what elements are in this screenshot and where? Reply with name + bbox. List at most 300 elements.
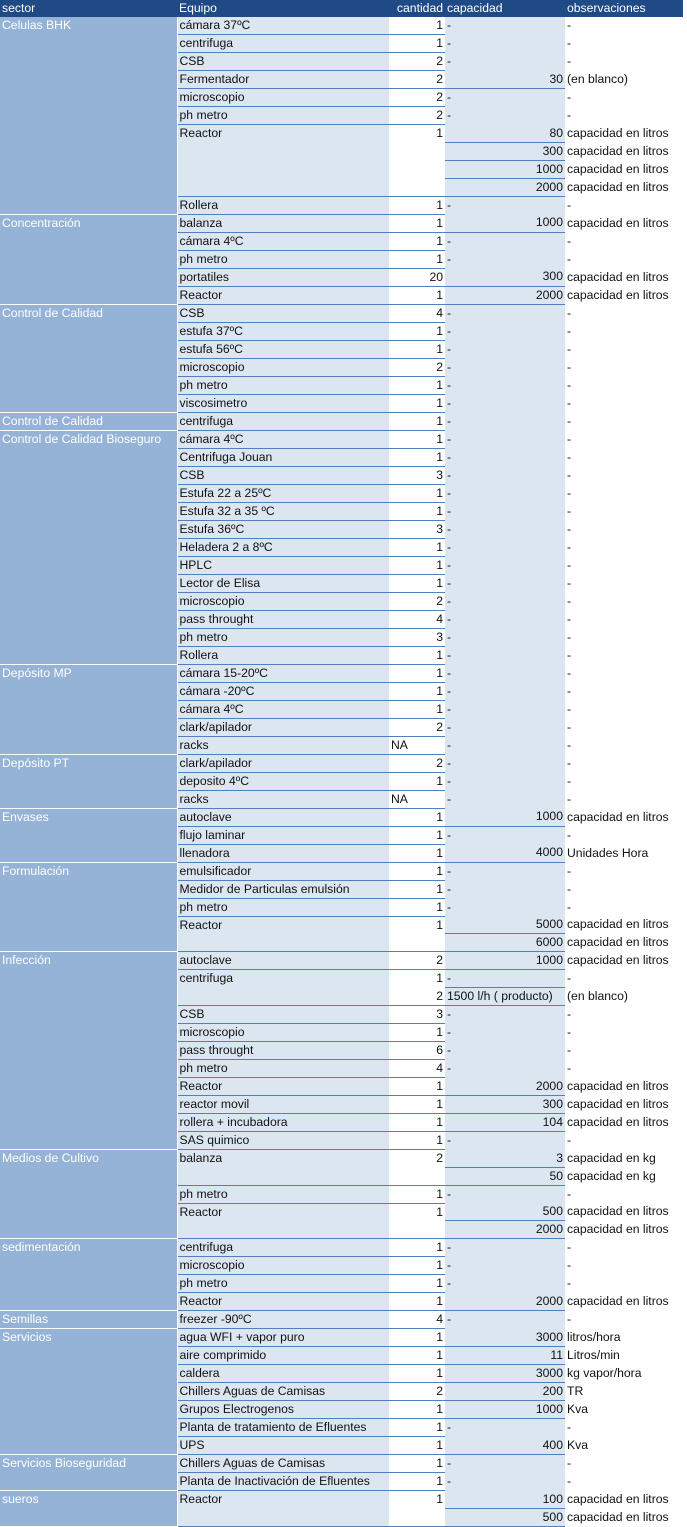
cell-observaciones[interactable]: capacidad en litros [565,1508,683,1526]
cell-cantidad[interactable]: 1 [389,1114,445,1132]
header-capacidad[interactable]: capacidad [445,0,565,17]
cell-observaciones[interactable]: - [565,1042,683,1060]
cell-observaciones[interactable]: - [565,646,683,664]
cell-cantidad[interactable]: 1 [389,700,445,718]
cell-equipo[interactable] [177,1221,389,1239]
cell-equipo[interactable]: balanza [177,214,389,232]
cell-capacidad[interactable]: 50 [445,1167,565,1185]
cell-sector[interactable]: Control de Calidad [0,304,177,412]
cell-observaciones[interactable]: - [565,736,683,754]
cell-cantidad[interactable]: 1 [389,1293,445,1311]
cell-cantidad[interactable]: 1 [389,484,445,502]
cell-observaciones[interactable]: capacidad en kg [565,1150,683,1168]
cell-equipo[interactable] [177,934,389,952]
cell-equipo[interactable]: deposito 4ºC [177,772,389,790]
cell-observaciones[interactable]: - [565,790,683,808]
cell-equipo[interactable]: microscopio [177,1024,389,1042]
cell-observaciones[interactable]: - [565,89,683,107]
cell-observaciones[interactable]: - [565,448,683,466]
cell-equipo[interactable]: cámara 4ºC [177,232,389,250]
cell-capacidad[interactable]: - [445,790,565,808]
cell-equipo[interactable]: ph metro [177,898,389,916]
cell-capacidad[interactable]: 1000 [445,1401,565,1419]
cell-cantidad[interactable]: 1 [389,448,445,466]
cell-cantidad[interactable]: 1 [389,556,445,574]
cell-equipo[interactable]: flujo laminar [177,826,389,844]
cell-equipo[interactable]: Heladera 2 a 8ºC [177,538,389,556]
cell-cantidad[interactable]: 1 [389,1203,445,1221]
cell-sector[interactable]: Servicios Bioseguridad [0,1455,177,1491]
cell-capacidad[interactable]: - [445,1185,565,1203]
cell-cantidad[interactable]: 1 [389,394,445,412]
cell-cantidad[interactable]: 2 [389,754,445,772]
cell-cantidad[interactable]: 1 [389,646,445,664]
cell-cantidad[interactable]: 1 [389,322,445,340]
cell-observaciones[interactable]: capacidad en litros [565,916,683,934]
cell-equipo[interactable]: Chillers Aguas de Camisas [177,1383,389,1401]
cell-capacidad[interactable]: - [445,970,565,988]
cell-observaciones[interactable]: - [565,322,683,340]
cell-observaciones[interactable]: - [565,682,683,700]
cell-cantidad[interactable] [389,160,445,178]
cell-observaciones[interactable]: - [565,358,683,376]
cell-cantidad[interactable] [389,1508,445,1526]
cell-cantidad[interactable]: 1 [389,898,445,916]
cell-equipo[interactable]: clark/apilador [177,718,389,736]
cell-observaciones[interactable]: - [565,1006,683,1024]
cell-capacidad[interactable]: - [445,484,565,502]
cell-equipo[interactable] [177,1167,389,1185]
cell-observaciones[interactable]: - [565,1060,683,1078]
cell-cantidad[interactable]: 1 [389,17,445,35]
cell-equipo[interactable]: cámara 4ºC [177,430,389,448]
cell-equipo[interactable] [177,160,389,178]
cell-observaciones[interactable]: - [565,1185,683,1203]
cell-observaciones[interactable]: Unidades Hora [565,844,683,862]
cell-cantidad[interactable]: NA [389,790,445,808]
cell-sector[interactable]: Concentración [0,214,177,304]
cell-observaciones[interactable]: - [565,17,683,35]
cell-observaciones[interactable]: (en blanco) [565,988,683,1006]
cell-capacidad[interactable]: - [445,628,565,646]
cell-observaciones[interactable]: - [565,340,683,358]
cell-capacidad[interactable]: 400 [445,1437,565,1455]
cell-observaciones[interactable]: - [565,304,683,322]
cell-observaciones[interactable]: capacidad en litros [565,952,683,970]
cell-observaciones[interactable]: - [565,196,683,214]
cell-cantidad[interactable]: 4 [389,1311,445,1329]
cell-equipo[interactable]: racks [177,736,389,754]
cell-cantidad[interactable]: 2 [389,107,445,125]
cell-observaciones[interactable]: - [565,376,683,394]
cell-cantidad[interactable] [389,1167,445,1185]
cell-capacidad[interactable]: 2000 [445,1221,565,1239]
cell-cantidad[interactable]: 1 [389,1365,445,1383]
cell-observaciones[interactable]: - [565,718,683,736]
cell-capacidad[interactable]: - [445,196,565,214]
cell-cantidad[interactable]: 1 [389,1185,445,1203]
cell-equipo[interactable]: Rollera [177,196,389,214]
cell-observaciones[interactable]: - [565,466,683,484]
cell-observaciones[interactable]: Kva [565,1437,683,1455]
cell-capacidad[interactable]: - [445,754,565,772]
cell-equipo[interactable]: centrifuga [177,1239,389,1257]
cell-observaciones[interactable]: - [565,53,683,71]
cell-capacidad[interactable]: - [445,718,565,736]
cell-cantidad[interactable]: 1 [389,196,445,214]
cell-sector[interactable]: Medios de Cultivo [0,1150,177,1239]
cell-observaciones[interactable]: capacidad en litros [565,1203,683,1221]
cell-cantidad[interactable]: 1 [389,35,445,53]
cell-capacidad[interactable]: 500 [445,1508,565,1526]
cell-equipo[interactable]: ph metro [177,1060,389,1078]
cell-cantidad[interactable]: 1 [389,1078,445,1096]
cell-observaciones[interactable]: - [565,1257,683,1275]
cell-capacidad[interactable]: 1000 [445,214,565,232]
cell-equipo[interactable]: ph metro [177,1275,389,1293]
cell-sector[interactable]: Celulas BHK [0,17,177,214]
cell-observaciones[interactable]: - [565,1455,683,1473]
cell-equipo[interactable]: SAS quimico [177,1132,389,1150]
cell-cantidad[interactable]: 4 [389,304,445,322]
cell-cantidad[interactable] [389,178,445,196]
cell-capacidad[interactable]: - [445,250,565,268]
cell-observaciones[interactable]: - [565,556,683,574]
cell-capacidad[interactable]: - [445,1473,565,1491]
cell-capacidad[interactable]: - [445,340,565,358]
cell-observaciones[interactable]: - [565,574,683,592]
cell-equipo[interactable]: HPLC [177,556,389,574]
cell-observaciones[interactable]: - [565,1473,683,1491]
cell-equipo[interactable]: centrifuga [177,35,389,53]
cell-capacidad[interactable]: - [445,736,565,754]
cell-capacidad[interactable]: 1000 [445,808,565,826]
cell-cantidad[interactable]: 1 [389,880,445,898]
cell-capacidad[interactable]: 300 [445,268,565,286]
cell-cantidad[interactable]: 1 [389,1401,445,1419]
cell-cantidad[interactable]: 1 [389,1257,445,1275]
cell-cantidad[interactable]: 1 [389,250,445,268]
cell-observaciones[interactable]: - [565,1024,683,1042]
cell-equipo[interactable]: centrifuga [177,412,389,430]
cell-cantidad[interactable]: 1 [389,844,445,862]
cell-cantidad[interactable]: 4 [389,610,445,628]
cell-capacidad[interactable]: 30 [445,71,565,89]
cell-equipo[interactable]: Reactor [177,1491,389,1509]
cell-cantidad[interactable]: 1 [389,125,445,143]
cell-observaciones[interactable]: - [565,628,683,646]
cell-capacidad[interactable]: - [445,664,565,682]
cell-cantidad[interactable]: 2 [389,988,445,1006]
cell-observaciones[interactable]: capacidad en litros [565,1491,683,1509]
cell-sector[interactable]: Control de Calidad Bioseguro [0,430,177,664]
cell-capacidad[interactable]: - [445,448,565,466]
cell-equipo[interactable]: balanza [177,1150,389,1168]
cell-capacidad[interactable]: 300 [445,142,565,160]
cell-equipo[interactable]: Estufa 36ºC [177,520,389,538]
cell-cantidad[interactable]: 1 [389,376,445,394]
cell-cantidad[interactable]: 3 [389,628,445,646]
cell-observaciones[interactable]: TR [565,1383,683,1401]
cell-capacidad[interactable]: - [445,1132,565,1150]
cell-capacidad[interactable]: - [445,430,565,448]
cell-observaciones[interactable]: - [565,664,683,682]
cell-cantidad[interactable]: 1 [389,232,445,250]
cell-observaciones[interactable]: - [565,1419,683,1437]
cell-cantidad[interactable]: 1 [389,1024,445,1042]
cell-equipo[interactable]: Estufa 32 a 35 ºC [177,502,389,520]
cell-observaciones[interactable]: capacidad en litros [565,934,683,952]
cell-capacidad[interactable]: - [445,862,565,880]
cell-observaciones[interactable]: - [565,700,683,718]
cell-capacidad[interactable]: - [445,538,565,556]
cell-observaciones[interactable]: - [565,502,683,520]
cell-capacidad[interactable]: - [445,772,565,790]
cell-capacidad[interactable]: 3 [445,1150,565,1168]
cell-capacidad[interactable]: 3000 [445,1329,565,1347]
cell-capacidad[interactable]: - [445,592,565,610]
cell-observaciones[interactable]: capacidad en litros [565,1221,683,1239]
cell-cantidad[interactable]: 1 [389,1455,445,1473]
cell-capacidad[interactable]: 11 [445,1347,565,1365]
cell-cantidad[interactable]: 1 [389,412,445,430]
cell-cantidad[interactable]: 1 [389,970,445,988]
cell-observaciones[interactable]: capacidad en litros [565,1293,683,1311]
cell-cantidad[interactable]: 4 [389,1060,445,1078]
cell-equipo[interactable]: freezer -90ºC [177,1311,389,1329]
cell-cantidad[interactable]: 20 [389,268,445,286]
cell-cantidad[interactable]: 2 [389,53,445,71]
cell-sector[interactable]: Depósito MP [0,664,177,754]
cell-observaciones[interactable]: - [565,826,683,844]
cell-equipo[interactable]: Centrifuga Jouan [177,448,389,466]
cell-cantidad[interactable]: 1 [389,286,445,304]
cell-cantidad[interactable]: 1 [389,340,445,358]
cell-observaciones[interactable]: - [565,250,683,268]
header-cantidad[interactable]: cantidad [389,0,445,17]
cell-equipo[interactable]: reactor movil [177,1096,389,1114]
cell-capacidad[interactable]: - [445,610,565,628]
cell-capacidad[interactable]: 6000 [445,934,565,952]
cell-capacidad[interactable]: - [445,682,565,700]
cell-capacidad[interactable]: 200 [445,1383,565,1401]
cell-equipo[interactable]: microscopio [177,1257,389,1275]
cell-observaciones[interactable]: capacidad en litros [565,142,683,160]
cell-observaciones[interactable]: - [565,1132,683,1150]
cell-capacidad[interactable]: 1000 [445,160,565,178]
cell-capacidad[interactable]: - [445,17,565,35]
cell-equipo[interactable]: Reactor [177,1293,389,1311]
cell-equipo[interactable]: centrifuga [177,970,389,988]
cell-equipo[interactable]: pass throught [177,1042,389,1060]
cell-cantidad[interactable]: 1 [389,682,445,700]
cell-equipo[interactable]: estufa 37ºC [177,322,389,340]
cell-cantidad[interactable]: 1 [389,1473,445,1491]
cell-cantidad[interactable]: 1 [389,1491,445,1509]
cell-cantidad[interactable]: 1 [389,430,445,448]
cell-equipo[interactable]: microscopio [177,89,389,107]
cell-observaciones[interactable]: capacidad en litros [565,160,683,178]
cell-sector[interactable]: Depósito PT [0,754,177,808]
cell-equipo[interactable]: ph metro [177,107,389,125]
cell-capacidad[interactable]: 500 [445,1203,565,1221]
cell-observaciones[interactable]: - [565,412,683,430]
cell-capacidad[interactable]: - [445,1024,565,1042]
cell-cantidad[interactable]: 2 [389,952,445,970]
cell-equipo[interactable]: CSB [177,53,389,71]
cell-observaciones[interactable]: - [565,394,683,412]
cell-capacidad[interactable]: - [445,700,565,718]
cell-capacidad[interactable]: - [445,574,565,592]
cell-observaciones[interactable]: - [565,862,683,880]
cell-equipo[interactable]: CSB [177,1006,389,1024]
cell-equipo[interactable]: emulsificador [177,862,389,880]
cell-equipo[interactable]: ph metro [177,628,389,646]
cell-capacidad[interactable]: - [445,1275,565,1293]
cell-observaciones[interactable]: - [565,538,683,556]
cell-cantidad[interactable]: 1 [389,1419,445,1437]
cell-capacidad[interactable]: - [445,556,565,574]
cell-capacidad[interactable]: - [445,466,565,484]
cell-equipo[interactable]: UPS [177,1437,389,1455]
cell-cantidad[interactable] [389,142,445,160]
cell-equipo[interactable] [177,988,389,1006]
cell-cantidad[interactable]: 1 [389,808,445,826]
cell-capacidad[interactable]: - [445,1455,565,1473]
cell-capacidad[interactable]: - [445,1006,565,1024]
cell-equipo[interactable]: autoclave [177,952,389,970]
cell-capacidad[interactable]: - [445,412,565,430]
cell-cantidad[interactable]: NA [389,736,445,754]
cell-capacidad[interactable]: - [445,232,565,250]
cell-observaciones[interactable]: - [565,1275,683,1293]
cell-equipo[interactable]: portatiles [177,268,389,286]
cell-capacidad[interactable]: - [445,304,565,322]
cell-sector[interactable]: sueros [0,1491,177,1527]
cell-capacidad[interactable]: 100 [445,1491,565,1509]
cell-cantidad[interactable]: 2 [389,1150,445,1168]
cell-equipo[interactable]: Estufa 22 a 25ºC [177,484,389,502]
cell-cantidad[interactable]: 2 [389,71,445,89]
cell-capacidad[interactable]: 2000 [445,178,565,196]
cell-capacidad[interactable]: - [445,35,565,53]
cell-capacidad[interactable]: 2000 [445,1293,565,1311]
cell-equipo[interactable]: CSB [177,466,389,484]
cell-equipo[interactable]: llenadora [177,844,389,862]
cell-capacidad[interactable]: - [445,502,565,520]
cell-cantidad[interactable]: 1 [389,916,445,934]
cell-cantidad[interactable]: 2 [389,358,445,376]
cell-cantidad[interactable]: 1 [389,1239,445,1257]
cell-observaciones[interactable]: capacidad en kg [565,1167,683,1185]
cell-capacidad[interactable]: - [445,880,565,898]
cell-cantidad[interactable]: 1 [389,1347,445,1365]
cell-capacidad[interactable]: 2000 [445,1078,565,1096]
cell-observaciones[interactable]: capacidad en litros [565,125,683,143]
cell-sector[interactable]: Formulación [0,862,177,952]
cell-cantidad[interactable]: 1 [389,664,445,682]
cell-capacidad[interactable]: - [445,89,565,107]
cell-cantidad[interactable]: 2 [389,89,445,107]
cell-capacidad[interactable]: - [445,520,565,538]
cell-equipo[interactable]: cámara 4ºC [177,700,389,718]
cell-equipo[interactable]: cámara 15-20ºC [177,664,389,682]
cell-equipo[interactable]: Rollera [177,646,389,664]
cell-equipo[interactable] [177,178,389,196]
cell-observaciones[interactable]: - [565,754,683,772]
cell-capacidad[interactable]: - [445,826,565,844]
cell-cantidad[interactable]: 2 [389,1383,445,1401]
cell-cantidad[interactable] [389,934,445,952]
cell-observaciones[interactable]: - [565,880,683,898]
cell-observaciones[interactable]: litros/hora [565,1329,683,1347]
cell-equipo[interactable]: racks [177,790,389,808]
cell-equipo[interactable]: microscopio [177,592,389,610]
cell-cantidad[interactable]: 1 [389,502,445,520]
cell-observaciones[interactable]: (en blanco) [565,71,683,89]
cell-equipo[interactable]: estufa 56ºC [177,340,389,358]
cell-cantidad[interactable] [389,1221,445,1239]
cell-cantidad[interactable]: 1 [389,1437,445,1455]
cell-capacidad[interactable]: 2000 [445,286,565,304]
cell-capacidad[interactable]: - [445,1419,565,1437]
cell-equipo[interactable]: Chillers Aguas de Camisas [177,1455,389,1473]
cell-observaciones[interactable]: - [565,610,683,628]
cell-equipo[interactable]: ph metro [177,250,389,268]
cell-equipo[interactable] [177,142,389,160]
cell-sector[interactable]: Servicios [0,1329,177,1455]
cell-equipo[interactable]: rollera + incubadora [177,1114,389,1132]
cell-observaciones[interactable]: capacidad en litros [565,1078,683,1096]
cell-observaciones[interactable]: capacidad en litros [565,808,683,826]
cell-observaciones[interactable]: kg vapor/hora [565,1365,683,1383]
cell-equipo[interactable]: clark/apilador [177,754,389,772]
cell-equipo[interactable]: pass throught [177,610,389,628]
cell-capacidad[interactable]: - [445,358,565,376]
cell-capacidad[interactable]: 3000 [445,1365,565,1383]
cell-equipo[interactable]: Fermentador [177,71,389,89]
cell-capacidad[interactable]: - [445,107,565,125]
cell-equipo[interactable]: Reactor [177,1203,389,1221]
cell-observaciones[interactable]: - [565,592,683,610]
cell-capacidad[interactable]: - [445,1060,565,1078]
cell-equipo[interactable]: ph metro [177,376,389,394]
cell-equipo[interactable]: Reactor [177,916,389,934]
cell-sector[interactable]: sedimentación [0,1239,177,1311]
cell-observaciones[interactable]: Litros/min [565,1347,683,1365]
cell-capacidad[interactable]: 80 [445,125,565,143]
cell-equipo[interactable]: ph metro [177,1185,389,1203]
header-observaciones[interactable]: observaciones [565,0,683,17]
cell-observaciones[interactable]: capacidad en litros [565,268,683,286]
cell-sector[interactable]: Semillas [0,1311,177,1329]
cell-cantidad[interactable]: 2 [389,718,445,736]
cell-capacidad[interactable]: - [445,53,565,71]
cell-cantidad[interactable]: 1 [389,1096,445,1114]
cell-equipo[interactable]: Grupos Electrogenos [177,1401,389,1419]
cell-cantidad[interactable]: 1 [389,1329,445,1347]
cell-capacidad[interactable]: - [445,1042,565,1060]
cell-capacidad[interactable]: 1500 l/h ( producto) [445,988,565,1006]
cell-cantidad[interactable]: 1 [389,574,445,592]
cell-equipo[interactable]: aire comprimido [177,1347,389,1365]
cell-capacidad[interactable]: 5000 [445,916,565,934]
cell-equipo[interactable]: Reactor [177,286,389,304]
cell-capacidad[interactable]: - [445,1311,565,1329]
cell-observaciones[interactable]: - [565,430,683,448]
cell-cantidad[interactable]: 1 [389,538,445,556]
cell-sector[interactable]: Infección [0,952,177,1150]
